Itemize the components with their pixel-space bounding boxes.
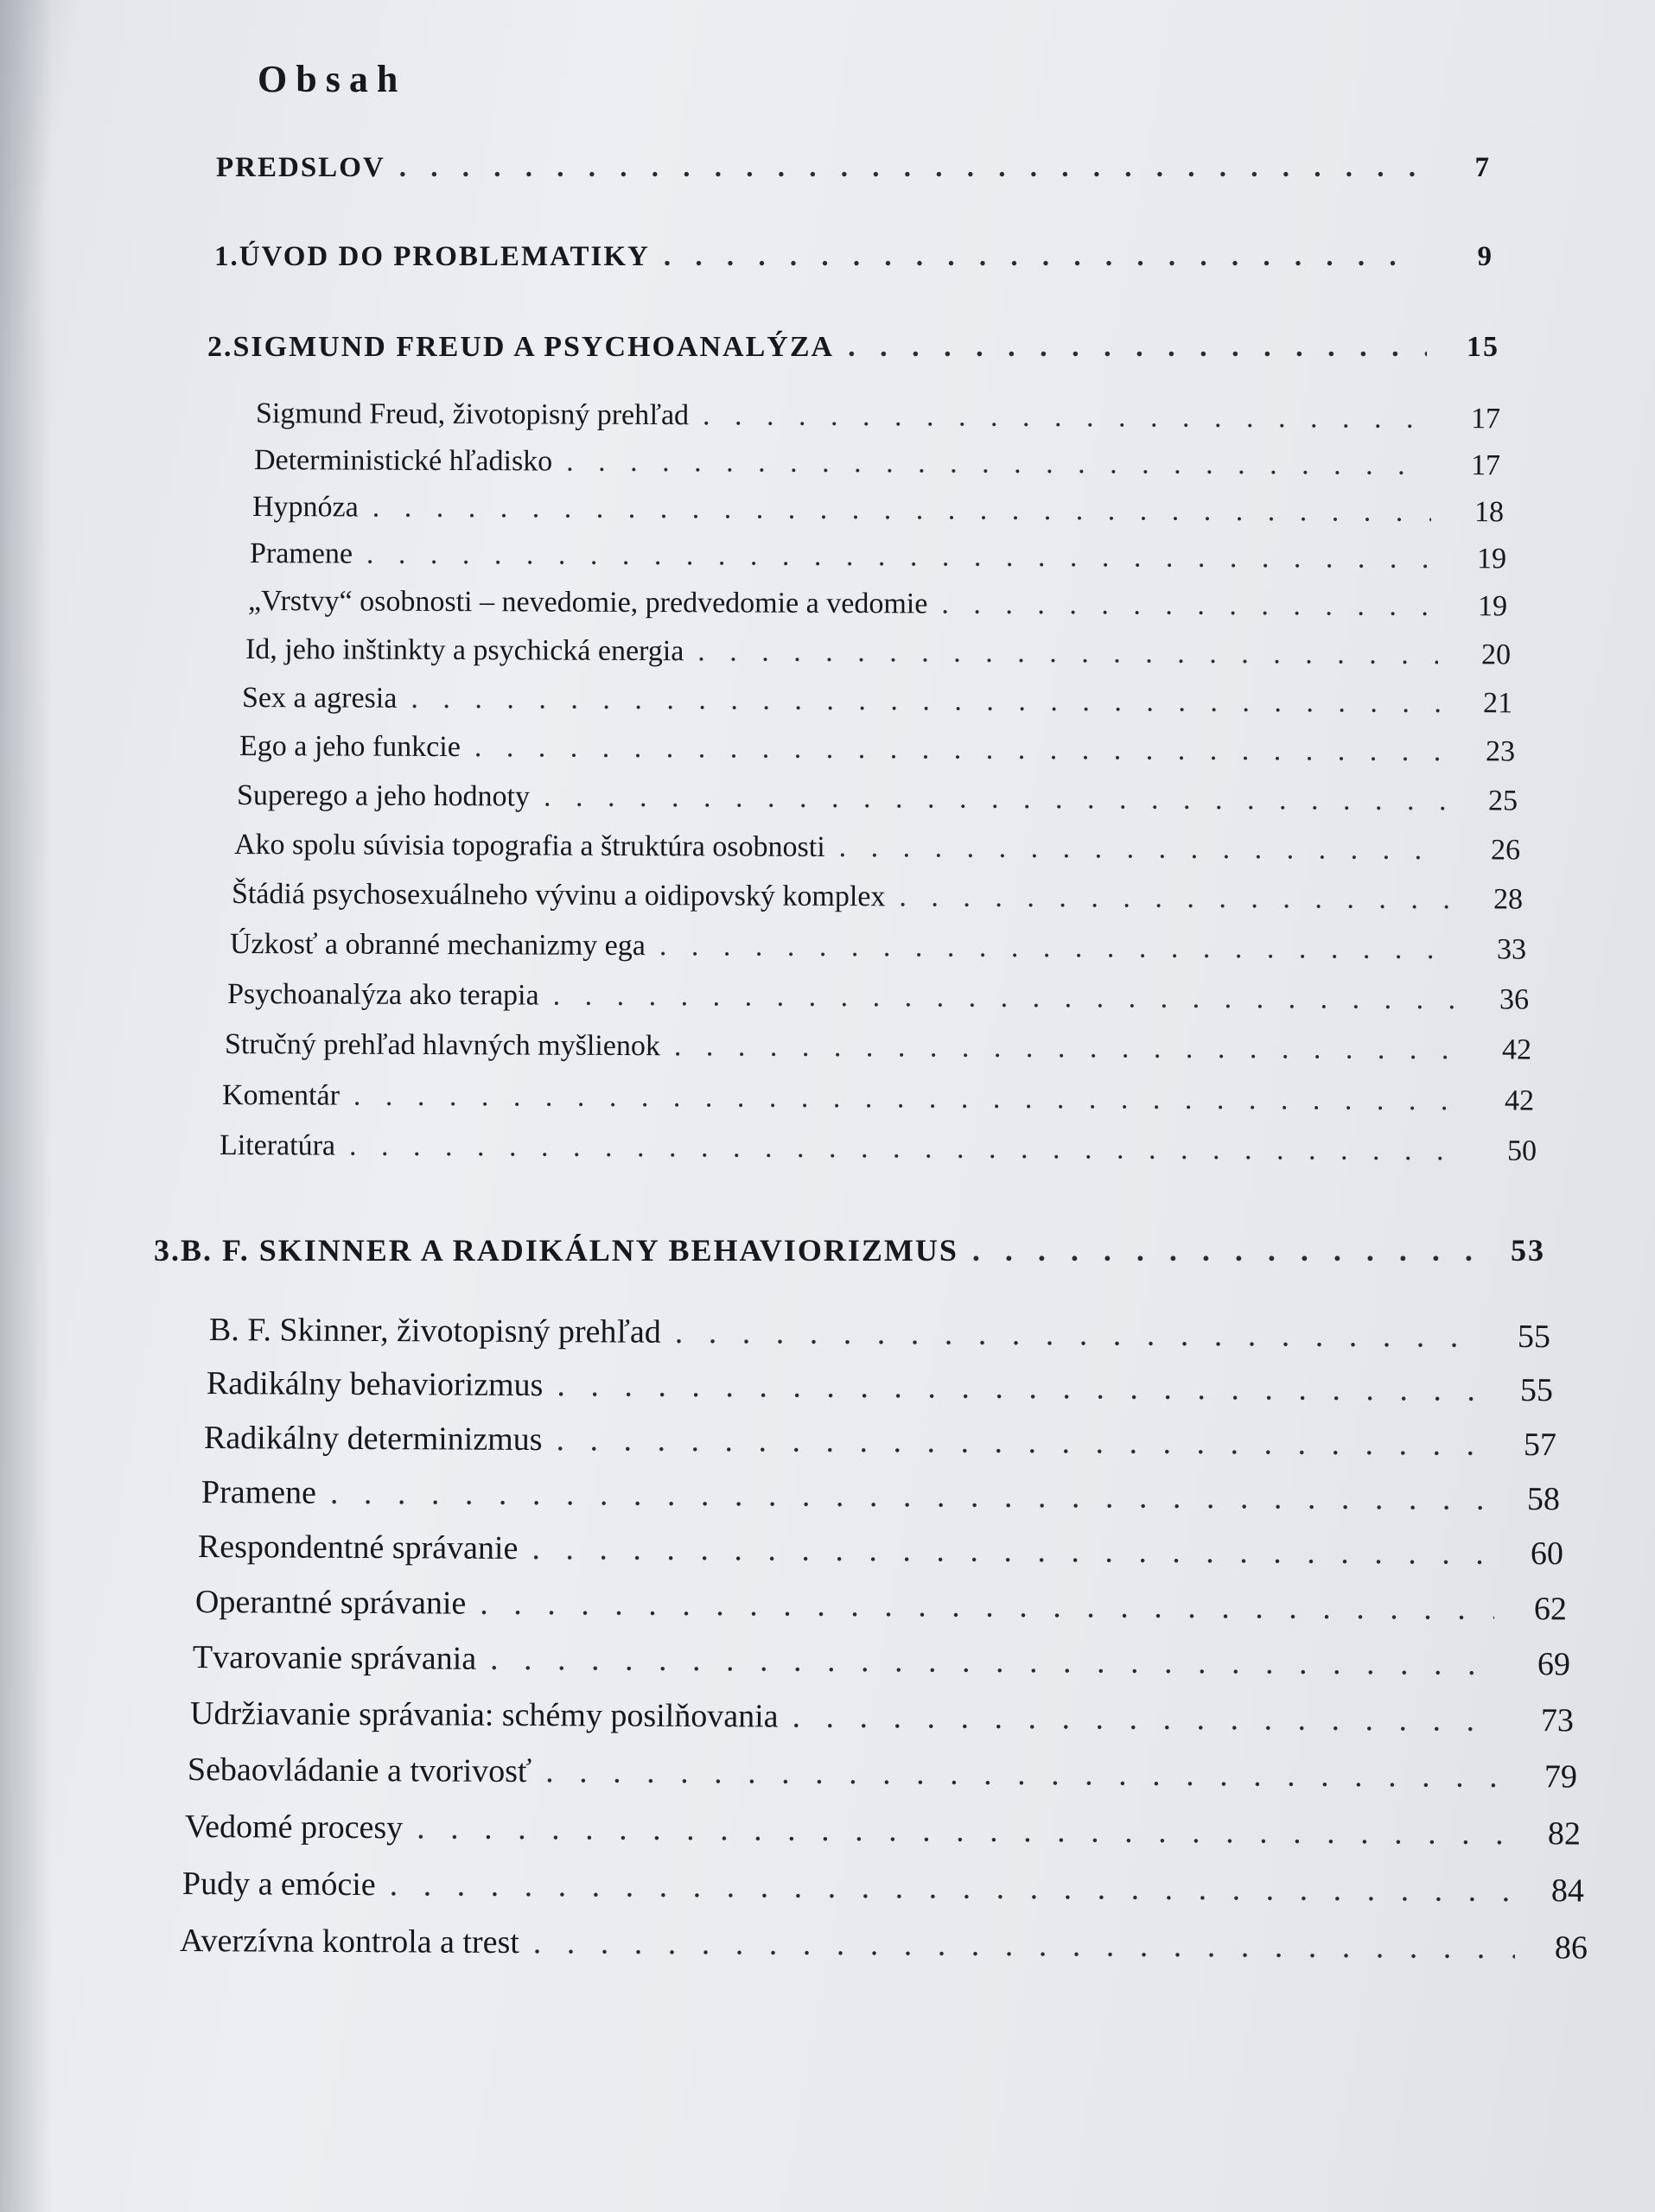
- section-page: 55: [1517, 1318, 1551, 1356]
- toc-section: [232, 878, 1523, 917]
- toc-section: [180, 1922, 1588, 1967]
- toc-section: [201, 1473, 1560, 1518]
- section-title: B. F. Skinner, životopisný prehľad: [208, 1312, 661, 1351]
- toc-section: [230, 928, 1526, 967]
- section-title: Vedomé procesy: [184, 1808, 404, 1847]
- chapter-page: 53: [1511, 1233, 1545, 1268]
- section-title: Udržiavanie správania: schémy posilňovania: [189, 1695, 779, 1735]
- toc-section: [207, 1364, 1553, 1409]
- section-title: Radikálny determinizmus: [203, 1420, 543, 1459]
- section-page: 33: [1496, 933, 1527, 966]
- chapter-number: 1.: [214, 241, 239, 272]
- leader-dots: [972, 1232, 1473, 1268]
- section-title: Úzkosť a obranné mechanizmy ega: [229, 928, 646, 963]
- toc-section: [256, 397, 1500, 435]
- section-title: Komentár: [221, 1079, 341, 1112]
- section-page: 17: [1470, 449, 1501, 482]
- section-page: 50: [1506, 1135, 1537, 1167]
- leader-dots: [353, 1080, 1461, 1118]
- section-page: 21: [1482, 687, 1513, 720]
- toc-entry-preface: [216, 152, 1491, 184]
- toc-entry-page: 7: [1474, 152, 1491, 183]
- toc-section: [239, 730, 1515, 768]
- chapter-number: 3.: [154, 1233, 181, 1268]
- section-page: 26: [1490, 834, 1521, 867]
- leader-dots: [533, 1923, 1515, 1967]
- section-title: Pudy a emócie: [181, 1866, 376, 1904]
- toc-entry-label: PREDSLOV: [216, 152, 385, 183]
- leader-dots: [659, 930, 1454, 966]
- page-gutter-shadow: [0, 0, 52, 2212]
- toc-section: [198, 1528, 1563, 1573]
- section-page: 58: [1526, 1481, 1561, 1518]
- section-page: 42: [1504, 1084, 1535, 1117]
- section-page: 28: [1493, 883, 1524, 916]
- toc-section: [248, 585, 1507, 623]
- leader-dots: [474, 731, 1442, 768]
- chapter-page: 15: [1467, 331, 1499, 363]
- section-title: Id, jeho inštinkty a psychická energia: [245, 633, 684, 668]
- section-title: Averzívna kontrola a trest: [179, 1923, 519, 1961]
- chapter-page: 9: [1477, 241, 1493, 272]
- leader-dots: [411, 683, 1440, 720]
- section-page: 73: [1540, 1702, 1575, 1739]
- section-title: Sigmund Freud, životopisný prehľad: [255, 397, 690, 432]
- leader-dots: [674, 1030, 1459, 1066]
- leader-dots: [390, 1866, 1512, 1910]
- toc-section: [252, 491, 1504, 529]
- section-title: Psychoanalýza ako terapia: [226, 978, 539, 1012]
- leader-dots: [480, 1585, 1494, 1628]
- toc-section: [225, 1028, 1531, 1067]
- section-page: 57: [1523, 1426, 1557, 1464]
- section-title: Literatúra: [219, 1129, 336, 1162]
- leader-dots: [544, 781, 1445, 818]
- section-title: Radikálny behaviorizmus: [206, 1365, 544, 1404]
- section-page: 84: [1550, 1872, 1585, 1910]
- toc-section: [220, 1129, 1537, 1168]
- leader-dots: [330, 1474, 1487, 1518]
- section-page: 23: [1485, 735, 1516, 768]
- section-title: Superego a jeho hodnoty: [236, 779, 531, 813]
- toc-section: [245, 633, 1511, 671]
- section-page: 25: [1487, 785, 1518, 817]
- toc-section: [190, 1694, 1574, 1739]
- section-page: 19: [1476, 543, 1507, 575]
- leader-dots: [566, 446, 1428, 482]
- toc-section: [222, 1079, 1534, 1118]
- section-title: Štádiá psychosexuálneho vývinu a oidipovský komplex: [231, 878, 886, 913]
- toc-chapter-1: [214, 241, 1493, 273]
- toc-section: [182, 1865, 1584, 1910]
- leader-dots: [697, 635, 1438, 671]
- section-page: 79: [1544, 1758, 1578, 1796]
- toc-section: [188, 1751, 1577, 1796]
- toc-section: [234, 829, 1520, 867]
- section-page: 17: [1470, 403, 1501, 435]
- toc-chapter-3: [154, 1232, 1545, 1268]
- page-title: Obsah: [258, 58, 407, 100]
- leader-dots: [366, 538, 1434, 575]
- leader-dots: [675, 1313, 1478, 1356]
- leader-dots: [372, 492, 1431, 529]
- toc-section: [254, 444, 1500, 482]
- section-page: 42: [1501, 1033, 1532, 1066]
- leader-dots: [349, 1130, 1464, 1168]
- leader-dots: [792, 1698, 1501, 1739]
- leader-dots: [941, 588, 1435, 623]
- section-page: 69: [1537, 1646, 1571, 1683]
- section-title: Hypnóza: [251, 491, 359, 524]
- leader-dots: [556, 1421, 1484, 1464]
- section-title: Pramene: [201, 1474, 317, 1511]
- toc-section: [185, 1808, 1581, 1853]
- section-page: 60: [1530, 1535, 1564, 1573]
- section-title: Deterministické hľadisko: [253, 444, 553, 478]
- toc-section: [250, 537, 1506, 575]
- section-title: Operantné správanie: [194, 1584, 467, 1622]
- leader-dots: [545, 1752, 1505, 1796]
- section-page: 36: [1499, 983, 1530, 1016]
- section-page: 62: [1533, 1591, 1568, 1628]
- section-title: Ego a jeho funkcie: [239, 730, 461, 764]
- section-page: 19: [1477, 590, 1508, 623]
- chapter-number: 2.: [207, 331, 233, 363]
- chapter-title: B. F. SKINNER A RADIKÁLNY BEHAVIORIZMUS: [181, 1233, 958, 1268]
- leader-dots: [703, 399, 1428, 435]
- toc-section: [204, 1419, 1556, 1464]
- leader-dots: [532, 1529, 1491, 1573]
- section-title: Respondentné správanie: [197, 1529, 519, 1567]
- toc-chapter-2: [207, 331, 1499, 364]
- chapter-title: ÚVOD DO PROBLEMATIKY: [239, 241, 650, 272]
- section-title: Ako spolu súvisia topografia a štruktúra osobnosti: [233, 829, 825, 863]
- leader-dots: [417, 1808, 1508, 1853]
- section-page: 86: [1554, 1929, 1588, 1967]
- leader-dots: [399, 152, 1418, 184]
- leader-dots: [839, 831, 1448, 867]
- toc-section: [193, 1638, 1570, 1683]
- section-title: Sebaovládanie a tvorivosť: [187, 1751, 532, 1790]
- section-title: „Vrstvy“ osobnosti – nevedomie, predvedomie a vedomie: [247, 585, 928, 620]
- section-page: 82: [1547, 1815, 1582, 1853]
- section-title: Stručný prehľad hlavných myšlienok: [224, 1028, 660, 1063]
- section-page: 55: [1519, 1371, 1554, 1409]
- toc-section: [242, 682, 1512, 720]
- toc-section: [227, 978, 1529, 1017]
- leader-dots: [848, 331, 1427, 364]
- toc-section: [195, 1583, 1567, 1628]
- leader-dots: [899, 880, 1450, 916]
- section-title: Pramene: [249, 537, 353, 570]
- leader-dots: [664, 241, 1421, 273]
- section-page: 20: [1480, 639, 1512, 671]
- toc-section: [237, 779, 1518, 817]
- section-title: Sex a agresia: [241, 682, 398, 715]
- section-page: 18: [1474, 496, 1505, 529]
- chapter-title: SIGMUND FREUD A PSYCHOANALÝZA: [232, 331, 835, 363]
- section-title: Tvarovanie správania: [192, 1639, 477, 1677]
- leader-dots: [557, 1366, 1480, 1409]
- leader-dots: [490, 1640, 1498, 1683]
- toc-section: [209, 1311, 1550, 1356]
- leader-dots: [553, 980, 1457, 1017]
